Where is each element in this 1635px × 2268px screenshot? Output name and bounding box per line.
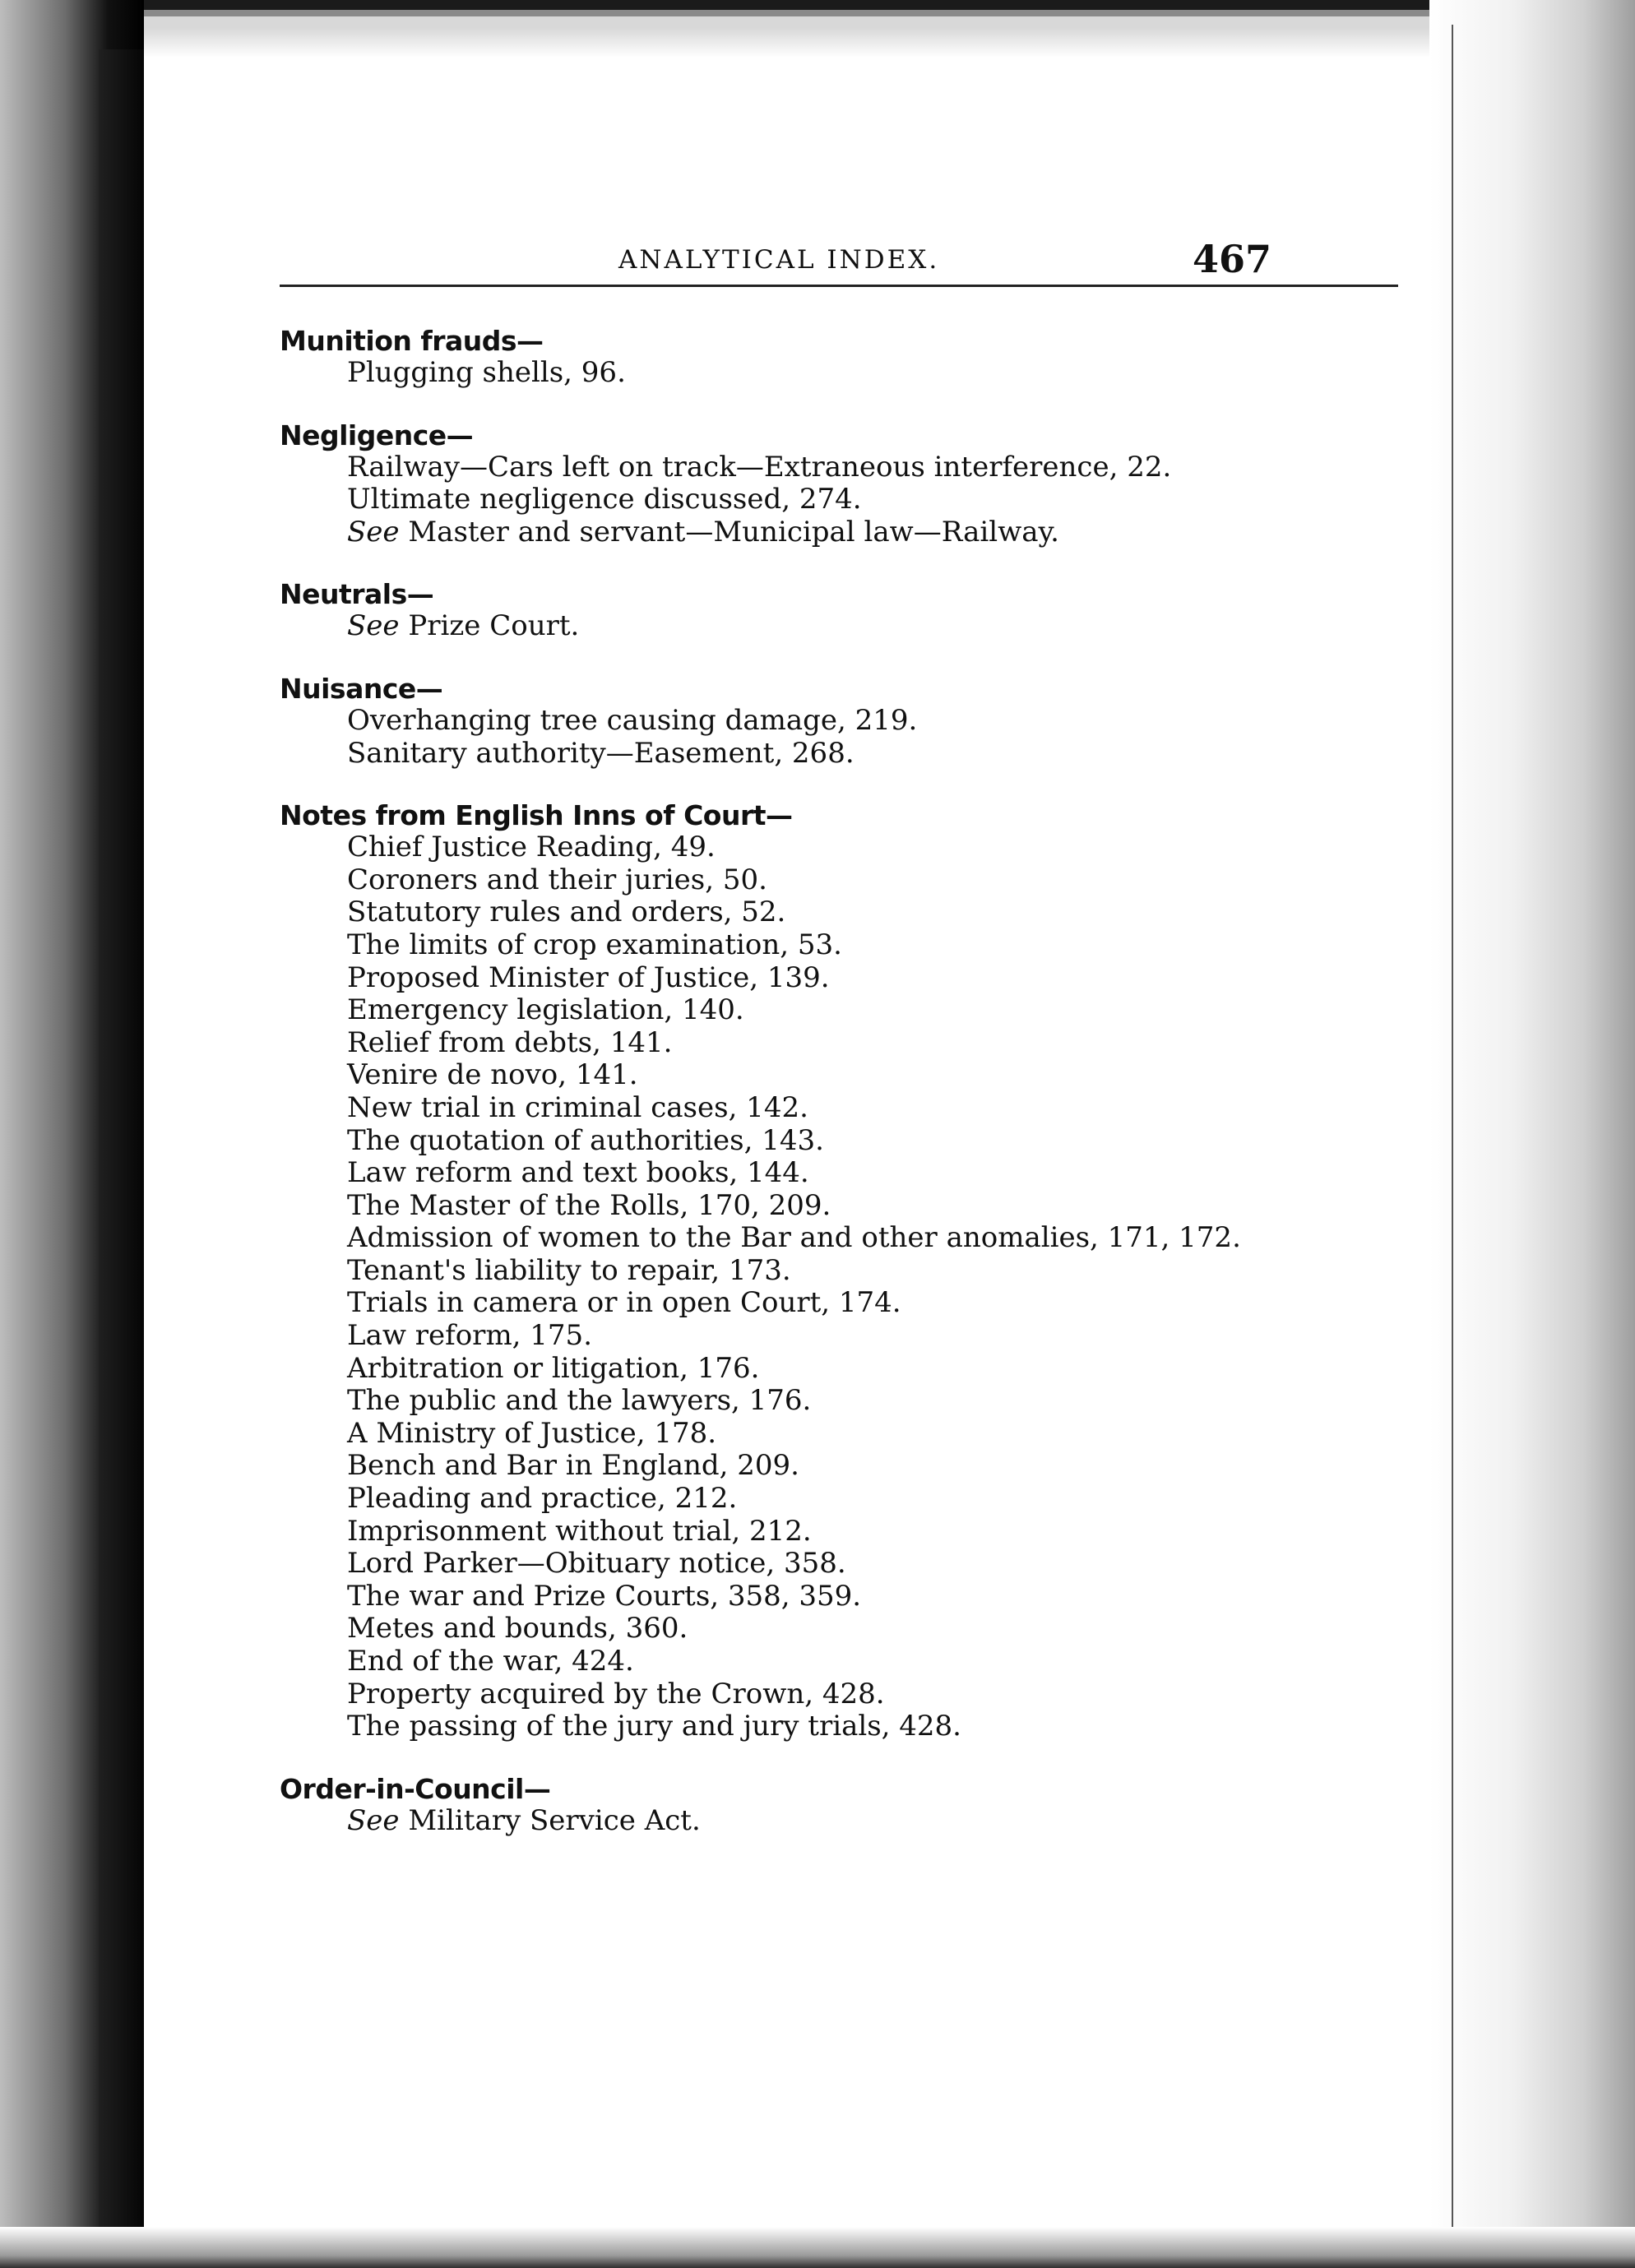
index-list — [280, 325, 1415, 1867]
index-subentry — [280, 1678, 1415, 1711]
index-subentry-text: Imprisonment without trial, 212. — [347, 1514, 812, 1548]
index-entry — [280, 1773, 1415, 1838]
index-entry — [280, 578, 1415, 643]
index-subentry — [280, 1710, 1415, 1743]
index-subentry-text: Property acquired by the Crown, 428. — [347, 1677, 885, 1710]
index-subentry — [280, 1320, 1415, 1353]
index-subentry — [280, 610, 1415, 643]
index-subentry — [280, 831, 1415, 864]
index-subentry-text: The quotation of authorities, 143. — [347, 1123, 824, 1157]
index-subentry — [280, 516, 1415, 549]
index-subentry-text: The limits of crop examination, 53. — [347, 928, 842, 961]
index-subentry-text: New trial in criminal cases, 142. — [347, 1090, 808, 1124]
index-subentry-text: Railway—Cars left on track—Extraneous interference, 22. — [347, 450, 1172, 484]
index-subentry-text: Statutory rules and orders, 52. — [347, 896, 786, 929]
index-subentry — [280, 994, 1415, 1027]
index-heading: Munition frauds— — [280, 325, 544, 357]
index-subentry-text: Bench and Bar in England, 209. — [347, 1449, 799, 1483]
index-subentry-text: The war and Prize Courts, 358, 359. — [347, 1579, 862, 1613]
index-subentry-text: End of the war, 424. — [347, 1645, 634, 1678]
index-subentry-text: Prize Court. — [408, 609, 580, 643]
index-subentry-text: Ultimate negligence discussed, 274. — [347, 483, 862, 516]
index-subentry-text: Admission of women to the Bar and other anomalies, 171, 172. — [347, 1221, 1241, 1255]
index-subentry — [280, 962, 1415, 995]
index-entry — [280, 419, 1415, 549]
see-reference-label: See — [347, 1803, 400, 1837]
index-subentry-text: Trials in camera or in open Court, 174. — [347, 1286, 901, 1320]
index-subentry — [280, 1092, 1415, 1125]
index-subentry — [280, 1255, 1415, 1288]
index-subentry-text: Pleading and practice, 212. — [347, 1482, 738, 1516]
index-subentry-text: Plugging shells, 96. — [347, 356, 626, 389]
index-heading: Nuisance— — [280, 672, 443, 705]
index-subentry — [280, 1645, 1415, 1678]
page-edge-line — [1452, 25, 1453, 2245]
index-page — [148, 49, 1447, 2229]
index-subentry-text: Venire de novo, 141. — [347, 1058, 638, 1092]
index-subentry — [280, 738, 1415, 771]
index-subentry-text: A Ministry of Justice, 178. — [347, 1416, 717, 1450]
index-subentry — [280, 864, 1415, 897]
index-subentry-text: Coroners and their juries, 50. — [347, 863, 767, 896]
index-heading: Neutrals— — [280, 578, 434, 611]
index-subentry — [280, 1353, 1415, 1386]
index-subentry-text: Lord Parker—Obituary notice, 358. — [347, 1547, 846, 1581]
index-subentry-text: Emergency legislation, 140. — [347, 993, 744, 1027]
index-subentry — [280, 1805, 1415, 1838]
index-subentry — [280, 1581, 1415, 1613]
index-subentry — [280, 1385, 1415, 1418]
index-heading: Order-in-Council— — [280, 1772, 551, 1805]
index-heading: Negligence— — [280, 419, 474, 451]
scan-right-edge — [1429, 0, 1635, 2268]
index-heading: Notes from English Inns of Court— — [280, 799, 793, 832]
index-subentry-text: Chief Justice Reading, 49. — [347, 831, 716, 864]
index-subentry-text: Metes and bounds, 360. — [347, 1612, 688, 1645]
index-entry — [280, 673, 1415, 770]
index-subentry — [280, 1287, 1415, 1320]
index-subentry — [280, 484, 1415, 516]
index-subentry — [280, 451, 1415, 484]
index-subentry — [280, 1516, 1415, 1548]
index-subentry — [280, 1027, 1415, 1060]
index-subentry-text: The Master of the Rolls, 170, 209. — [347, 1188, 831, 1222]
index-subentry-text: The passing of the jury and jury trials, 428. — [347, 1710, 961, 1743]
index-subentry — [280, 1548, 1415, 1581]
index-subentry — [280, 929, 1415, 962]
index-subentry-text: Proposed Minister of Justice, 139. — [347, 960, 830, 994]
index-subentry-text: Arbitration or litigation, 176. — [347, 1351, 760, 1385]
index-subentry — [280, 357, 1415, 390]
index-entry — [280, 325, 1415, 390]
index-subentry — [280, 1450, 1415, 1483]
index-subentry-text: Sanitary authority—Easement, 268. — [347, 736, 855, 770]
index-subentry — [280, 1190, 1415, 1223]
see-reference-label: See — [347, 515, 400, 548]
index-subentry-text: Tenant's liability to repair, 173. — [347, 1253, 791, 1287]
page-number: 467 — [1193, 237, 1272, 281]
binding-shadow — [99, 49, 144, 2268]
index-subentry-text: Law reform and text books, 144. — [347, 1156, 809, 1190]
index-subentry — [280, 1157, 1415, 1190]
index-subentry — [280, 1059, 1415, 1092]
header-rule — [280, 285, 1398, 287]
index-subentry — [280, 1125, 1415, 1158]
index-subentry — [280, 1418, 1415, 1451]
index-subentry — [280, 1483, 1415, 1516]
index-subentry-text: Relief from debts, 141. — [347, 1025, 673, 1059]
index-subentry-text: Military Service Act. — [408, 1803, 701, 1837]
running-head: ANALYTICAL INDEX. — [618, 245, 940, 275]
index-subentry — [280, 1613, 1415, 1645]
index-subentry — [280, 1222, 1415, 1255]
index-subentry-text: Overhanging tree causing damage, 219. — [347, 703, 918, 737]
see-reference-label: See — [347, 609, 400, 643]
page-header — [148, 237, 1272, 283]
index-subentry — [280, 896, 1415, 929]
index-subentry-text: Law reform, 175. — [347, 1319, 592, 1353]
index-subentry-text: Master and servant—Municipal law—Railway. — [408, 515, 1059, 548]
index-subentry — [280, 705, 1415, 738]
index-subentry-text: The public and the lawyers, 176. — [347, 1384, 812, 1418]
index-entry — [280, 799, 1415, 1743]
scan-bottom-edge — [0, 2227, 1635, 2268]
